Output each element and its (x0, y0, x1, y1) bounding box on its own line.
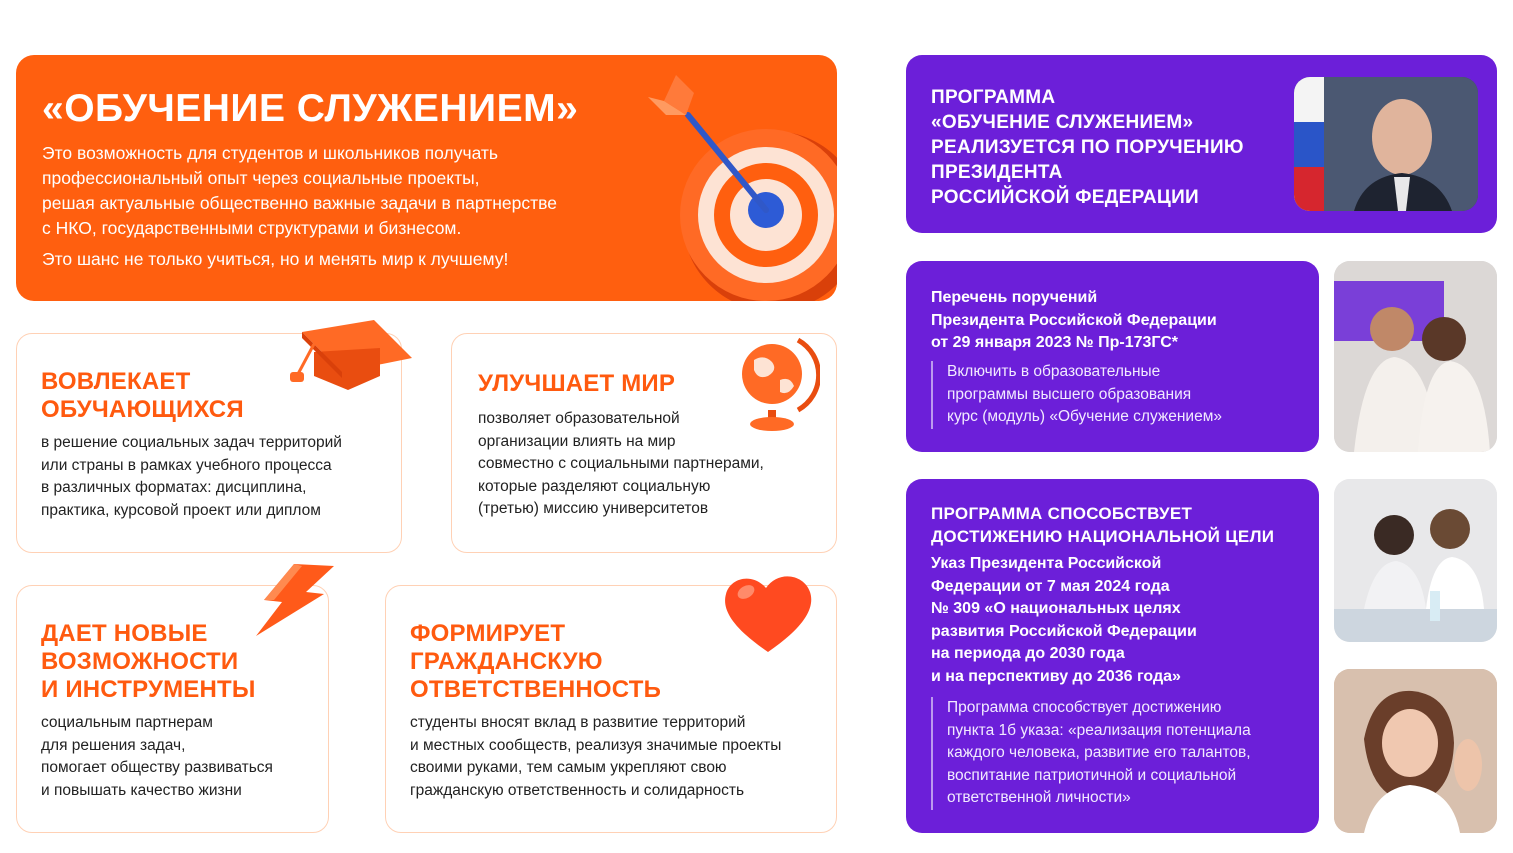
card-title: ВОВЛЕКАЕТ ОБУЧАЮЩИХСЯ (41, 368, 244, 423)
target-dart-icon (636, 65, 837, 301)
president-photo (1294, 77, 1478, 211)
card-text: студенты вносят вклад в развитие территорий и местных сообществ, реализуя значимые проекты своими руками, тем самым укрепляют свою гражданскую ответственность и солидарность (410, 714, 782, 799)
card-text: в решение социальных задач территорий или страны в рамках учебного процесса в различных форматах: дисциплина, практика, курсовой проект или диплом (41, 434, 342, 519)
national-goal-card (906, 479, 1319, 833)
hero-description: Это возможность для студентов и школьников получать профессиональный опыт через социальные проекты, решая актуальные общественно важные задачи в партнерстве с НКО, государственными структурами и бизнесом. (42, 143, 557, 238)
national-goal-title: ПРОГРАММА СПОСОБСТВУЕТ ДОСТИЖЕНИЮ НАЦИОНАЛЬНОЙ ЦЕЛИ (931, 504, 1275, 546)
card-title: ФОРМИРУЕТ ГРАЖДАНСКУЮ ОТВЕТСТВЕННОСТЬ (410, 620, 662, 703)
card-text: позволяет образовательной организации влиять на мир совместно с социальными партнерами, которые разделяют социальную (третью) миссию университетов (478, 410, 764, 517)
card-title: УЛУЧШАЕТ МИР (478, 370, 676, 397)
instructions-title: Перечень поручений Президента Российской Федерации от 29 января 2023 № Пр-173ГС* (931, 289, 1217, 351)
national-goal-quote: Программа способствует достижению пункта 1б указа: «реализация потенциала каждого человека, развитие его талантов, воспитание патриотичной и социальной ответственной личности» (931, 697, 1251, 810)
heart-icon (720, 568, 816, 656)
card-title: ДАЕТ НОВЫЕ ВОЗМОЖНОСТИ И ИНСТРУМЕНТЫ (41, 620, 256, 703)
president-portrait (1294, 77, 1478, 211)
student-smiling-photo-scene (1334, 669, 1497, 833)
program-title: ПРОГРАММА «ОБУЧЕНИЕ СЛУЖЕНИЕМ» РЕАЛИЗУЕТСЯ ПО ПОРУЧЕНИЮ ПРЕЗИДЕНТА РОССИЙСКОЙ ФЕДЕРАЦИИ (931, 87, 1244, 208)
event-photo-1 (1334, 261, 1497, 452)
hero-card (16, 55, 837, 301)
students-photo-scene (1334, 479, 1497, 642)
card-text: социальным партнерам для решения задач, помогает обществу развиваться и повышать качество жизни (41, 714, 273, 799)
program-card (906, 55, 1497, 233)
graduation-cap-icon (284, 318, 416, 400)
globe-icon (728, 330, 820, 434)
instructions-card (906, 261, 1319, 452)
hero-title: «ОБУЧЕНИЕ СЛУЖЕНИЕМ» (42, 87, 579, 130)
lightning-icon (250, 562, 336, 638)
hero-tagline: Это шанс не только учиться, но и менять мир к лучшему! (42, 249, 509, 269)
event-photo-2 (1334, 479, 1497, 642)
national-goal-subtitle: Указ Президента Российской Федерации от 7 мая 2024 года № 309 «О национальных целях развития Российской Федерации на периода до 2030 года и на перспективу до 2036 года» (931, 555, 1197, 685)
event-photo-3 (1334, 669, 1497, 833)
instructions-quote: Включить в образовательные программы высшего образования курс (модуль) «Обучение служением» (931, 361, 1222, 429)
event-photo-scene (1334, 261, 1497, 452)
